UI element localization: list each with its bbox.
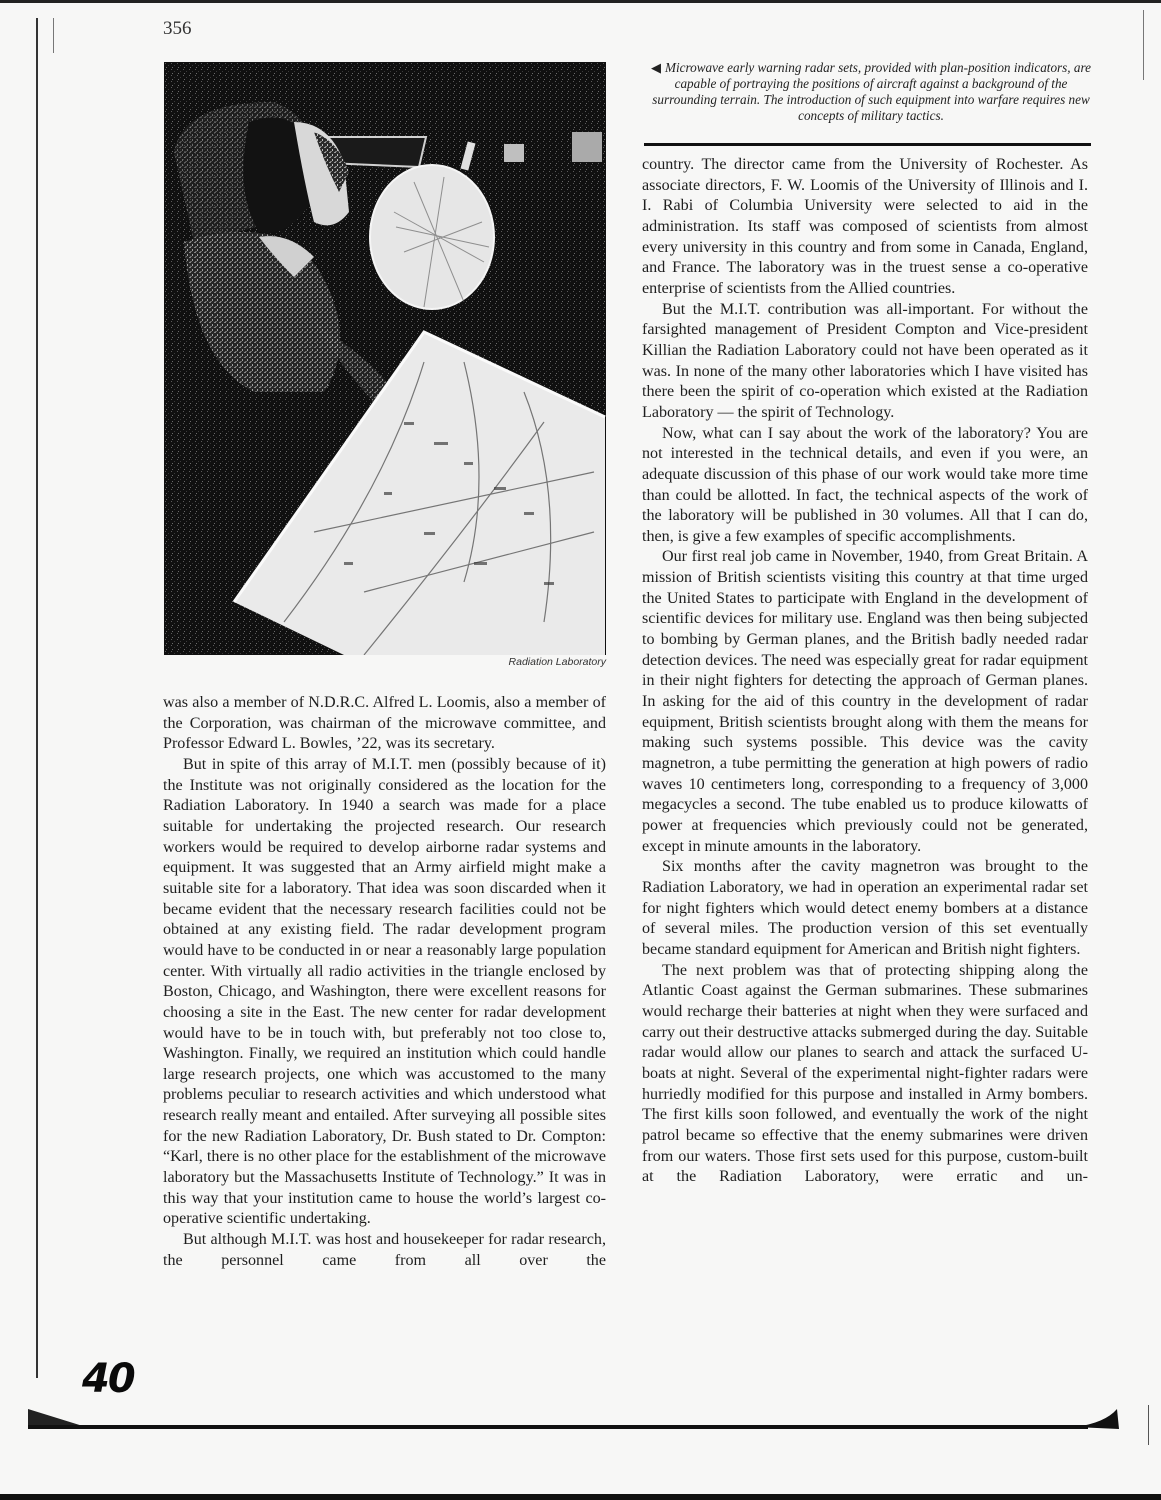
- margin-mark: [1143, 10, 1144, 80]
- margin-mark: [1148, 1405, 1149, 1445]
- page-number: 356: [163, 18, 192, 39]
- caption-divider: [644, 143, 1091, 146]
- paragraph: country. The director came from the University of Rochester. As associate directors, F. W. Loomis of the University of Illinois and I. I. Rabi of Columbia University were selected to aid in the administration. Its staff was composed of scientists from almost every university in this country and from some in Canada, England, and France. The laboratory was in the truest sense a co-operative enterprise of scientists from the Allied countries.: [642, 156, 1088, 297]
- margin-mark: [53, 18, 54, 53]
- paragraph: Our first real job came in November, 1940, from Great Britain. A mission of British scientists visiting this country at that time urged the United States to participate with England in the development of scientific devices for military use. England was then being subjected to bombing by German planes, and the British badly needed radar detection devices. The need was especially great for radar equipment in their night fighters for detecting the approach of German planes. In asking for the aid of this country in the development of radar equipment, British scientists brought along with them the means for making such systems possible. This device was the cavity magnetron, a tube permitting the generation at high powers of radio waves 10 centimeters long, corresponding to a frequency of 3,000 megacycles a second. The tube enabled us to produce kilowatts of power at frequencies which previously could not be generated, except in minute amounts in the laboratory.: [642, 548, 1088, 855]
- photo-credit: Radiation Laboratory: [508, 656, 606, 668]
- paragraph: Now, what can I say about the work of the laboratory? You are not interested in the technical details, and even if you were, an adequate discussion of this phase of our work would take more time than could be allotted. In fact, the technical aspects of the work of the laboratory will be published in 30 volumes. All that I can do, then, is give a few examples of specific accomplishments.: [642, 424, 1088, 545]
- paragraph: But the M.I.T. contribution was all-important. For without the farsighted management of President Compton and Vice-president Killian the Radiation Laboratory could not have been operated as it was. In none of the many other laboratories which I have visited has there been the spirit of co-operation which existed at the Radiation Laboratory — the spirit of Technology.: [642, 300, 1088, 421]
- paragraph: The next problem was that of protecting shipping along the Atlantic Coast against the German submarines. These submarines would recharge their batteries at night when they were surfaced and carry out their destructive attacks submerged during the day. Suitable radar would allow our planes to search and attack the surfaced U-boats at night. Several of the experimental night-fighter radars were hurriedly modified for this purpose and installed in Army bombers. The first kills soon followed, and eventually the work of the night patrol became so effective that the enemy submarines were driven from our waters. Those first sets used for this purpose, custom-built at the Radiation Laboratory, were erratic and un-: [642, 961, 1088, 1186]
- left-arrow-icon: ◀: [650, 60, 661, 75]
- bottom-decorative-rule: [28, 1407, 1128, 1431]
- figure-caption: [647, 60, 1095, 124]
- paragraph: Six months after the cavity magnetron was brought to the Radiation Laboratory, we had in operation an experimental radar set for night fighters which would detect enemy bombers at a distance of several miles. The production version of this set eventually became standard equipment for American and British night fighters.: [642, 858, 1088, 958]
- bottom-right-flourish: [1075, 1405, 1125, 1430]
- left-column: [163, 693, 606, 1271]
- right-column: [642, 155, 1088, 1188]
- margin-mark: [36, 18, 38, 1378]
- scan-border-top: [0, 0, 1161, 3]
- paragraph: But although M.I.T. was host and housekeeper for radar research, the personnel came from all over the: [163, 1231, 606, 1269]
- caption-text: Microwave early warning radar sets, provided with plan-position indicators, are capable of portraying the positions of aircraft against a background of the surrounding terrain. The introduction of such equipment into warfare requires new concepts of military tactics.: [652, 60, 1091, 123]
- handwritten-page-number: 40: [82, 1356, 134, 1402]
- paragraph: But in spite of this array of M.I.T. men (possibly because of it) the Institute was not originally considered as the location for the Radiation Laboratory. In 1940 a search was made for a place suitable for undertaking the projected research. Our research workers would be required to develop airborne radar systems and equipment. It was suggested that an Army airfield might make a suitable site for a laboratory. That idea was soon discarded when it became evident that the necessary research facilities could not be obtained at any existing field. The radar development program would have to be conducted in or near a reasonably large population center. With virtually all radio activities in the triangle enclosed by Boston, Chicago, and Washington, there were excellent reasons for choosing a site in the East. The new center for radar development would have to be in touch with, but preferably not too close to, Washington. Finally, we required an institution which could handle large research projects, one which was accustomed to the many problems peculiar to research activities and which understood what research really meant and entailed. After surveying all possible sites for the new Radiation Laboratory, Dr. Bush stated to Dr. Compton: “Karl, there is no other place for the establishment of the microwave laboratory but the Massachusetts Institute of Technology.” It was in this way that your institution came to house the world’s largest co-operative scientific undertaking.: [163, 755, 606, 1228]
- paragraph: was also a member of N.D.R.C. Alfred L. Loomis, also a member of the Corporation, was chairman of the microwave committee, and Professor Edward L. Bowles, ’22, was its secretary.: [163, 694, 606, 753]
- radar-operator-photo: [164, 62, 606, 655]
- scan-border-bottom: [0, 1494, 1161, 1500]
